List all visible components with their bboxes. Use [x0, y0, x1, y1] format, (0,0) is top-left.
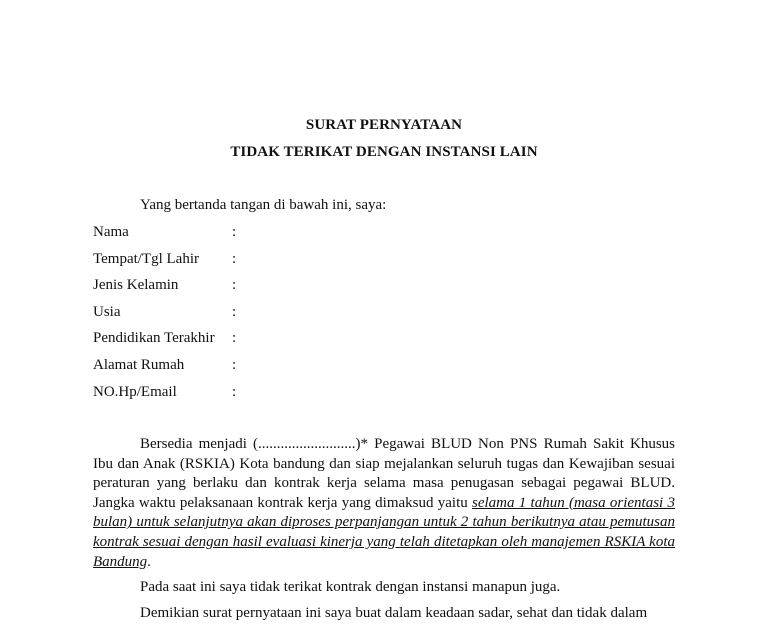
- paragraph-text: Pada saat ini saya tidak terikat kontrak dengan instansi manapun juga.: [140, 579, 561, 595]
- field-label: Tempat/Tgl Lahir: [93, 251, 199, 267]
- paragraph-commitment: [93, 435, 675, 572]
- field-jenis-kelamin: [93, 277, 693, 297]
- intro-text: Yang bertanda tangan di bawah ini, saya:: [140, 197, 387, 213]
- field-label: Usia: [93, 304, 121, 320]
- document-title: SURAT PERNYATAAN: [305, 117, 463, 133]
- field-tempat-tgl-lahir: [93, 251, 693, 271]
- field-separator: :: [232, 357, 237, 373]
- paragraph-period: .: [147, 553, 151, 570]
- paragraph-text: Demikian surat pernyataan ini saya buat dalam keadaan sadar, sehat dan tidak dalam: [140, 605, 648, 621]
- field-separator: :: [232, 330, 237, 346]
- paragraph-no-contract: [93, 578, 675, 598]
- field-separator: :: [232, 224, 237, 240]
- field-label: Pendidikan Terakhir: [93, 330, 215, 346]
- field-label: Nama: [93, 224, 129, 240]
- field-separator: :: [232, 304, 237, 320]
- paragraph-text: Bersedia menjadi (..........................)* Pegawai BLUD Non PNS Rumah Sakit Khusus Ibu dan Anak (RSKIA) Kota bandung dan siap mejalankan seluruh tugas dan Kewajiban sesuai peraturan yang berlaku dan kontrak kerja selama masa penugasan sebagai pegawai BLUD. Jangka waktu pelaksanaan kontrak kerja yang dimaksud yaitu: [93, 436, 675, 511]
- field-nama: [93, 224, 693, 244]
- field-label: NO.Hp/Email: [93, 384, 177, 400]
- document-subtitle: TIDAK TERIKAT DENGAN INSTANSI LAIN: [230, 144, 538, 160]
- paragraph-closing: [93, 604, 675, 624]
- field-separator: :: [232, 251, 237, 267]
- field-no-hp-email: [93, 384, 693, 404]
- paragraph-emphasis-text: selama 1 tahun (masa orientasi 3 bulan) untuk selanjutnya akan diproses perpanjangan untuk 2 tahun berikutnya atau pemutusan kontrak sesuai dengan hasil evaluasi kinerja yang telah ditetapkan oleh manajemen RSKIA kota Bandung: [93, 494, 675, 570]
- field-pendidikan-terakhir: [93, 330, 693, 350]
- field-usia: [93, 304, 693, 324]
- field-alamat-rumah: [93, 357, 693, 377]
- field-separator: :: [232, 384, 237, 400]
- field-label: Jenis Kelamin: [93, 277, 179, 293]
- field-separator: :: [232, 277, 237, 293]
- field-label: Alamat Rumah: [93, 357, 185, 373]
